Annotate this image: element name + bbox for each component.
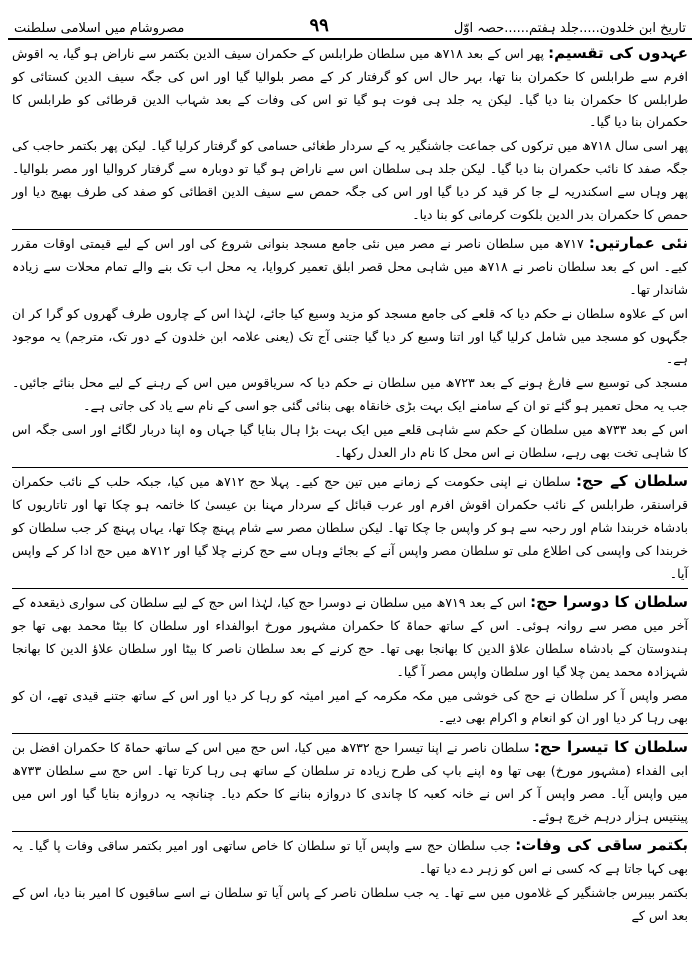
paragraph-text: اس کے بعد ۷۳۳ھ میں سلطان کے حکم سے شاہی قلعے میں ایک بہت بڑا ہال بنایا گیا جہاں وہ اپنا دربار لگائے اور اسی جگہ اس کا شاہی تخت بھی رہے، سلطان نے اس محل کا نام دار العدل رکھا۔ [12,421,688,460]
paragraph [12,42,688,134]
section-baktamur-death [12,831,688,927]
book-title: تاریخ ابن خلدون.....جلد ہفتم......حصہ اوّل [453,21,686,36]
paragraph [12,882,688,928]
paragraph [12,470,688,585]
paragraph-text: سلطان ناصر نے اپنا تیسرا حج ۷۳۲ھ میں کیا، اس حج میں اس کے ساتھ حماۃ کا حکمران افضل بن ابی الفداء (مشہور مورخ) بھی تھا وہ اپنے باپ کی طرح زیادہ تر سلطان کے ساتھ ہی رہا کرتا تھا۔ اس حج سے سلطان ۷۳۳ھ میں واپس آیا۔ مصر واپس آ کر اس نے خانہ کعبہ کا چاندی کا دروازہ بنانے کا حکم دیا۔ چنانچہ یہ دروازہ بنایا گیا اور اس میں پینتیس ہزار درہم خرچ ہوئے۔ [12,740,688,824]
paragraph-text: جب سلطان حج سے واپس آیا تو سلطان کا خاص ساتھی اور امیر بکتمر ساقی وفات پا گیا۔ یہ بھی کہا جاتا ہے کہ کسی نے اس کو زہر دے دیا تھا۔ [12,838,688,877]
paragraph-text: پھر اس کے بعد ۷۱۸ھ میں سلطان طرابلس کے حکمران سیف الدین بکتمر سے ناراض ہو گیا، یہ اقوش افرم سے طرابلس کا حکمران بنا تھا، بہر حال اس کو گرفتار کر کے مصر بلوالیا گیا اور اس کی جگہ سیف الدین کستائی کو طرابلس کا حکمران بنا دیا گیا۔ لیکن یہ جلد ہی فوت ہو گیا تو اس کی وفات کے بعد شہاب الدین قرطائی کو طرابلس کا حکمران بنا دیا گیا۔ [12,46,688,130]
section-heading: سلطان کا دوسرا حج: [530,593,688,612]
paragraph-text: ۷۱۷ھ میں سلطان ناصر نے مصر میں نئی جامع مسجد بنوانی شروع کی اور اس کے لیے قیمتی اوقات مقرر کیے۔ اس کے بعد سلطان ناصر نے ۷۱۸ھ میں شاہی محل قصر ابلق تعمیر کروایا، یہ محل اب تک بنے والے تمام محلات سے زیادہ شاندار تھا۔ [12,236,689,297]
paragraph [12,372,688,418]
paragraph [12,303,688,371]
section-heading: سلطان کا تیسرا حج: [533,738,688,757]
paragraph [12,232,688,301]
paragraph [12,685,688,731]
chapter-title: مصروشام میں اسلامی سلطنت [14,21,185,36]
paragraph-text: سلطان نے اپنی حکومت کے زمانے میں تین حج کیے۔ پہلا حج ۷۱۲ھ میں کیا، جبکہ حلب کے نائب حکمران قراسنقر، طرابلس کے نائب حکمران اقوش افرم اور عرب قبائل کے سردار مہنا بن عیسیٰ کا خاتمہ ہو چکا تھا اور تاتاریوں کا بادشاہ خربندا شام اور رحبہ سے ہو کر واپس جا چکا تھا۔ لیکن سلطان مصر سے شام پہنچ چکا تھا، یہاں پہنچ کر جب سلطان کو خربندا کی واپسی کی اطلاع ملی تو سلطان مصر واپس آنے کے بجائے وہاں سے حج کرنے چلا گیا اور ۷۱۲ھ میں حج ادا کر کے واپس آیا۔ [12,474,688,581]
paragraph [12,834,688,881]
section-heading: بکتمر ساقی کی وفات: [515,836,688,855]
section-heading: عہدوں کی تقسیم: [548,44,689,62]
section-second-hajj [12,588,688,730]
section-heading: نئی عمارتیں: [588,234,688,253]
page-number: ۹۹ [309,15,329,36]
paragraph [12,135,688,226]
paragraph [12,736,688,828]
section-heading: سلطان کے حج: [575,472,688,491]
paragraph-text: اس کے علاوہ سلطان نے حکم دیا کہ قلعے کی جامع مسجد کو مزید وسیع کیا جائے، لہٰذا اس کے چاروں طرف گھروں کو گرا کر ان جگہوں کو مسجد میں شامل کرلیا گیا اور اتنا وسیع کر دیا گیا جتنی آج تک (یعنی علامہ ابن خلدون کے دور تک، مترجم) یہ موجود ہے۔ [12,305,688,367]
section-third-hajj [12,733,688,828]
paragraph-text: مصر واپس آ کر سلطان نے حج کی خوشی میں مکہ مکرمہ کے امیر امیثہ کو رہا کر دیا اور اس کے ساتھ جتنے قیدی تھے، ان کو بھی رہا کر دیا اور ان کو انعام و اکرام بھی دیے۔ [12,687,688,726]
paragraph [12,419,688,465]
page-body [8,40,692,927]
paragraph-text: مسجد کی توسیع سے فارغ ہونے کے بعد ۷۲۳ھ میں سلطان نے حکم دیا کہ سریاقوس میں اس کے رہنے کے لیے محل بنائے جائیں۔ جب یہ محل تعمیر ہو گئے تو ان کے سامنے ایک بہت بڑی خانقاہ بھی بنائی گئی جو اسی کے نام سے یاد کی جاتی ہے۔ [12,375,689,413]
page-header [8,0,692,40]
paragraph-text: اس کے بعد ۷۱۹ھ میں سلطان نے دوسرا حج کیا، لہٰذا اس حج کے لیے سلطان کی سواری ذیقعدہ کے آخر میں مصر سے روانہ ہوئی۔ اس کے ساتھ حماۃ کا حکمران مشہور مورخ ابوالفداء اور سلطان کا بیٹا محمد بھی تھا جو ہندوستان کے بادشاہ سلطان علاؤ الدین کا بھانجا بھی تھا۔ حج کرنے کے بعد سلطان ناصر کا بیٹا اور سلطان علاؤ الدین کا بھانجا شہزادہ محمد یمن چلا گیا اور سلطان واپس مصر آ گیا۔ [12,595,688,679]
section-new-buildings [12,229,688,464]
paragraph-text: پھر اسی سال ۷۱۸ھ میں ترکوں کی جماعت جاشنگیر یہ کے سردار طغائی حسامی کو گرفتار کرلیا گیا۔ لیکن پھر بکتمر حاجب کی جگہ صفد کا نائب حکمران بنا دیا گیا۔ لیکن جلد ہی سلطان اس سے ناراض ہو گیا تو دوبارہ سے گرفتار کروالیا اور مصر بلوالیا۔ پھر وہاں سے اسکندریہ لے جا کر قید کر دیا گیا اور اس کی جگہ حمص سے سیف الدین اقطائی کو صفد کی طرف بھیج دیا اور حمص کا حکمران بدر الدین بلکوت کرمانی کو بنا دیا۔ [12,138,688,222]
section-distribution-of-posts [12,42,688,226]
paragraph-text: بکتمر بیبرس جاشنگیر کے غلاموں میں سے تھا۔ یہ جب سلطان ناصر کے پاس آیا تو سلطان نے اسے ساقیوں کا امیر بنا دیا، اس کے بعد اس کے [12,884,688,923]
paragraph [12,591,688,683]
section-sultan-hajj [12,467,688,585]
